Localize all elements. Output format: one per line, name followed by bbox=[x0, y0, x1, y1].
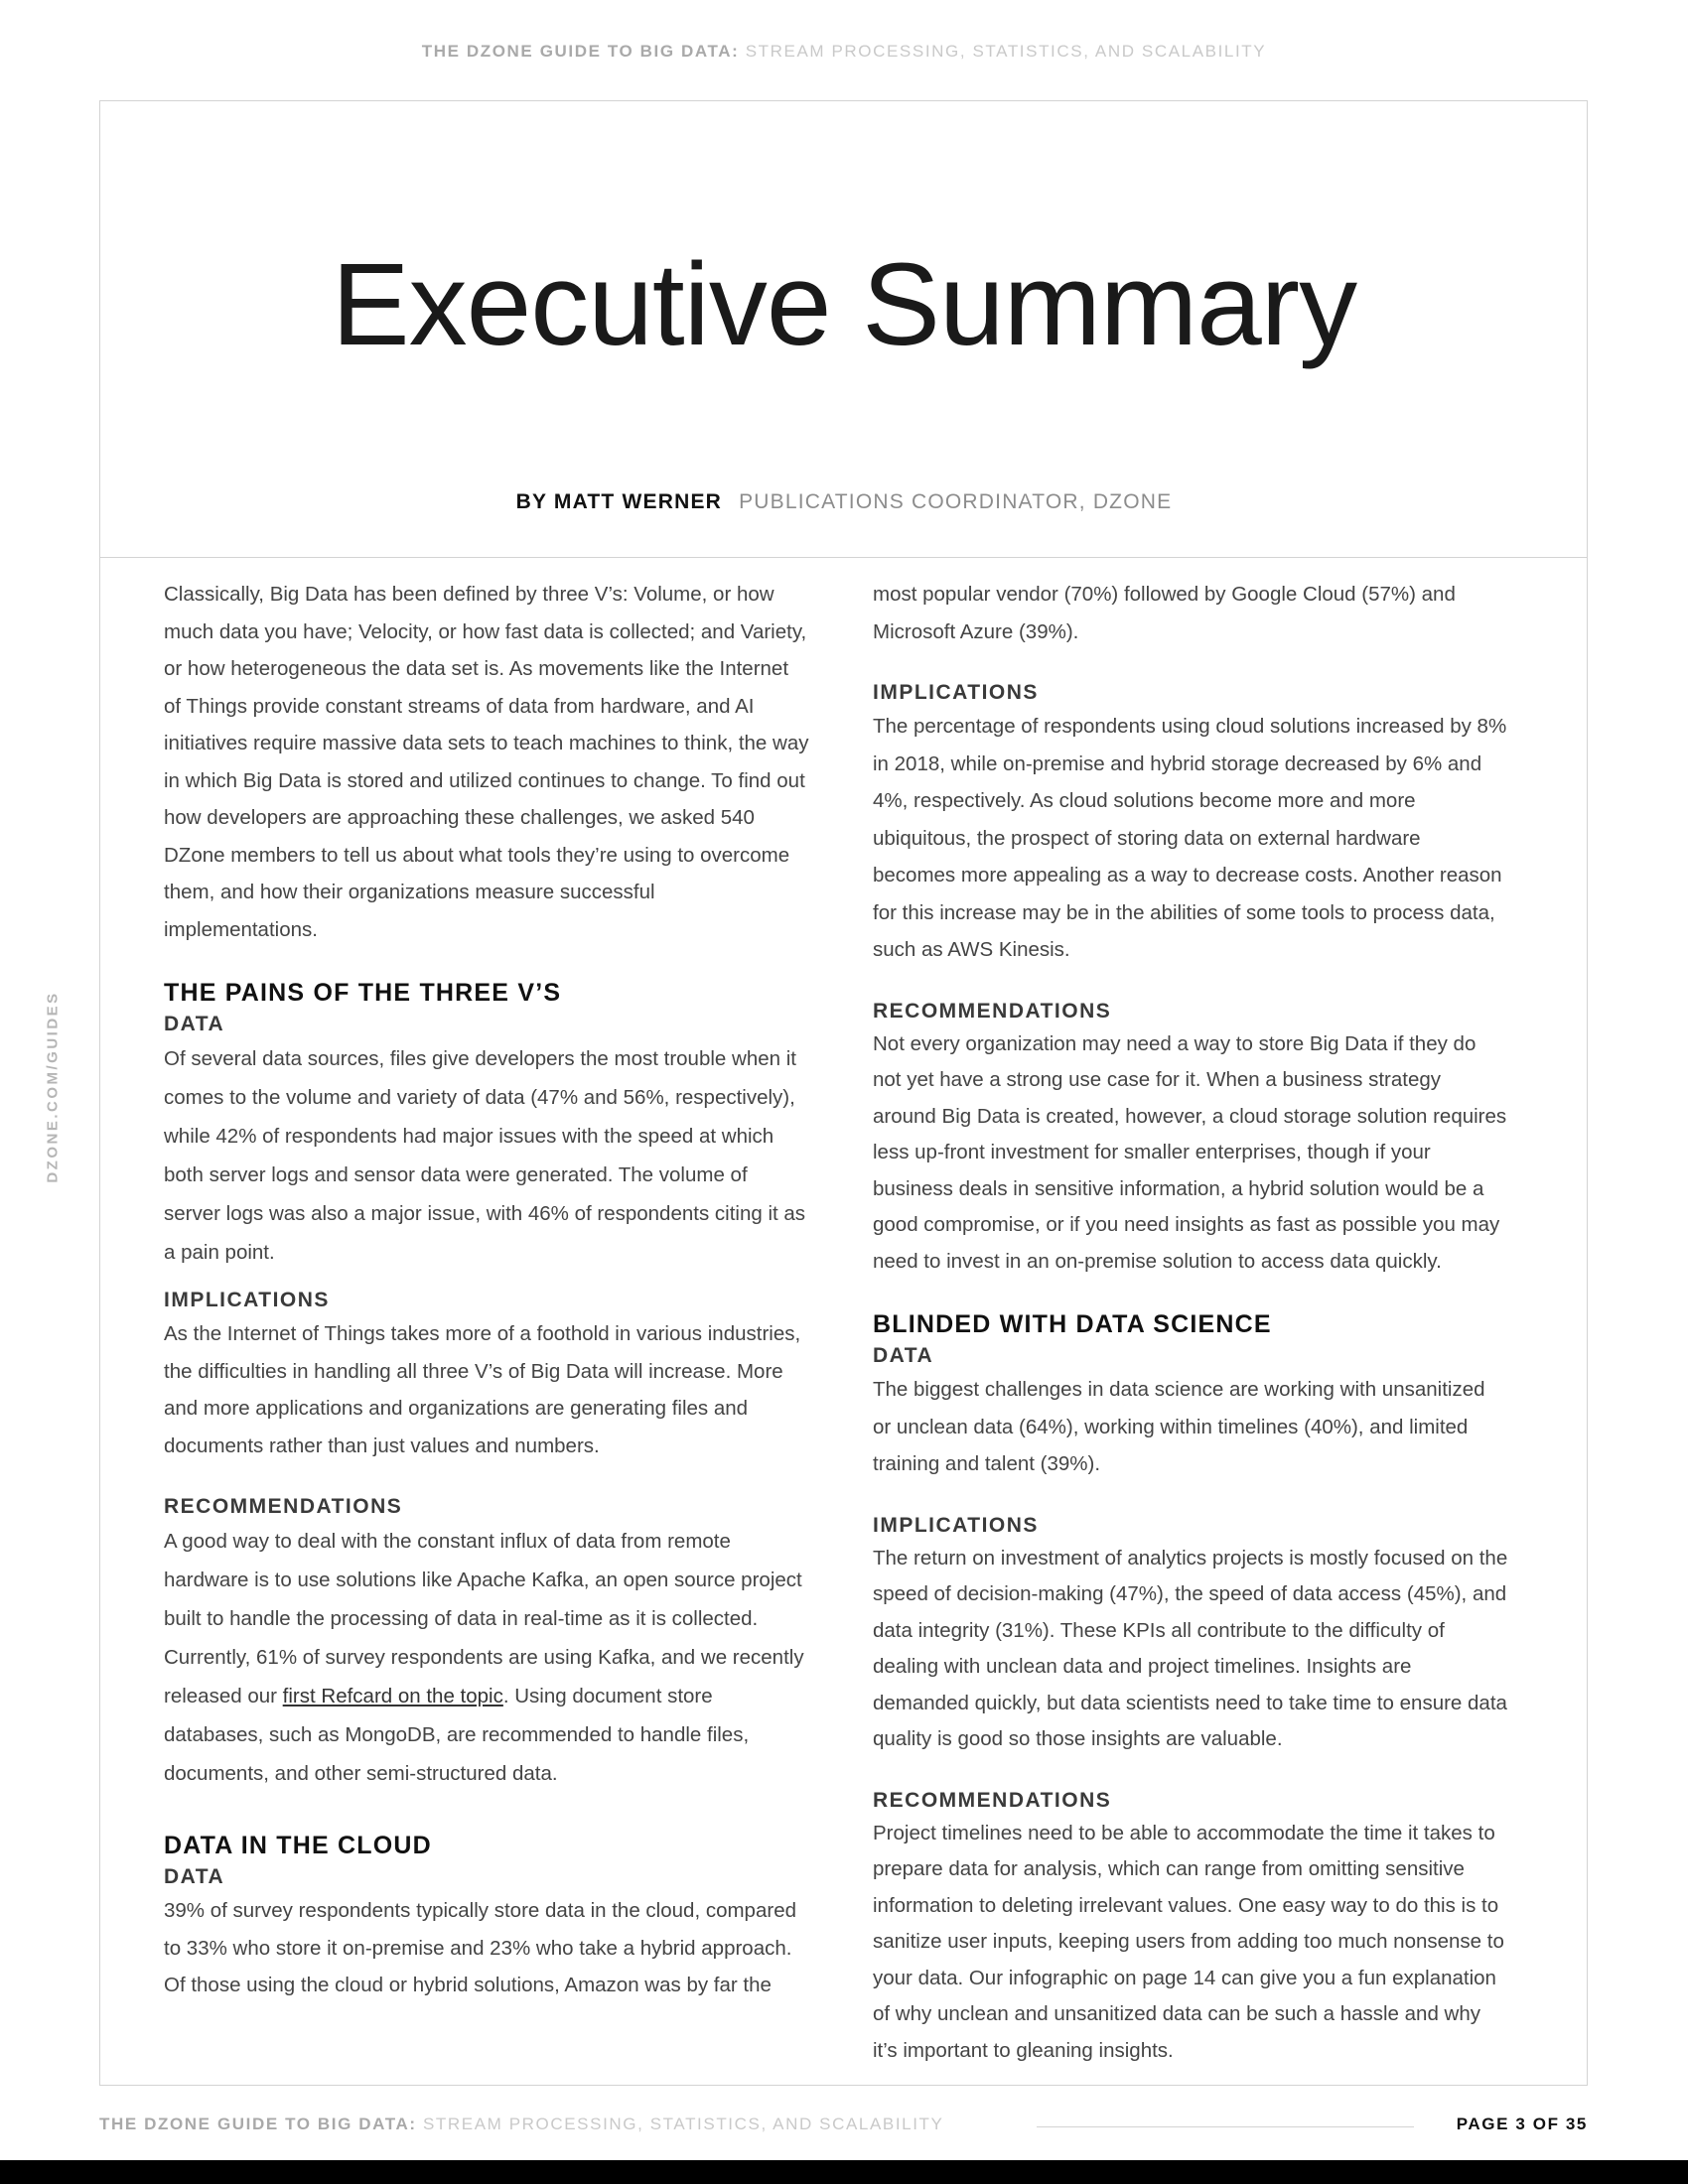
subhead-implications: IMPLICATIONS bbox=[873, 1513, 1039, 1537]
footer-rule bbox=[1037, 2126, 1414, 2127]
section-title-three-vs: THE PAINS OF THE THREE V’S bbox=[164, 979, 562, 1007]
cloud-recommendations-paragraph: Not every organization may need a way to store Big Data if they do not yet have a strong use case for it. When a business strategy around Big Data is created, however, a cloud storage solution requires less up-front investment for smaller enterprises, though if your business deals in sensitive information, a hybrid solution would be a good compromise, or if you need insights as fast as possible you may need to invest in an on-premise solution to access data quickly. bbox=[873, 1031, 1507, 1273]
footer-guide: THE DZONE GUIDE TO BIG DATA: bbox=[99, 2115, 417, 2133]
page-footer bbox=[99, 2115, 1588, 2138]
running-head-guide: THE DZONE GUIDE TO BIG DATA: bbox=[421, 42, 740, 61]
data-science-data-paragraph: The biggest challenges in data science are working with unsanitized or unclean data (64%), working within timelines (40%), and limited training and talent (39%). bbox=[873, 1378, 1485, 1475]
intro-paragraph: Classically, Big Data has been defined by three V’s: Volume, or how much data you have; Velocity, or how fast data is collected; and Variety, or how heterogeneous the data set is. As movements like the Internet of Things provide constant streams of data from hardware, and AI initiatives require massive data sets to teach machines to think, the way in which Big Data is stored and utilized continues to change. To find out how developers are approaching these challenges, we asked 540 DZone members to tell us about what tools they’re using to overcome them, and how their organizations measure successful implementations. bbox=[164, 583, 809, 941]
running-head bbox=[0, 42, 1688, 62]
three-vs-data-paragraph: Of several data sources, files give developers the most trouble when it comes to the volume and variety of data (47% and 56%, respectively), while 42% of respondents had major issues with the speed at which both server logs and sensor data were generated. The volume of server logs was also a major issue, with 46% of respondents citing it as a pain point. bbox=[164, 1047, 806, 1264]
footer-running-title bbox=[99, 2115, 943, 2134]
three-vs-recommendations-paragraph bbox=[164, 1522, 809, 1793]
byline-role: PUBLICATIONS COORDINATOR, DZONE bbox=[739, 490, 1173, 513]
running-head-subtitle: STREAM PROCESSING, STATISTICS, AND SCALABILITY bbox=[745, 42, 1267, 61]
section-title-data-science: BLINDED WITH DATA SCIENCE bbox=[873, 1310, 1272, 1338]
refcard-link[interactable]: first Refcard on the topic bbox=[282, 1685, 503, 1707]
section-title-cloud: DATA IN THE CLOUD bbox=[164, 1832, 432, 1859]
subhead-data: DATA bbox=[164, 1013, 225, 1035]
three-vs-implications-paragraph: As the Internet of Things takes more of a foothold in various industries, the difficulties in handling all three V’s of Big Data will increase. More and more applications and organizations are generating files and documents rather than just values and numbers. bbox=[164, 1322, 801, 1457]
bottom-black-band bbox=[0, 2160, 1688, 2184]
side-url-label: DZONE.COM/GUIDES bbox=[44, 991, 62, 1183]
left-column bbox=[164, 576, 809, 2004]
subhead-data: DATA bbox=[164, 1865, 225, 1888]
cloud-data-continued: most popular vendor (70%) followed by Google Cloud (57%) and Microsoft Azure (39%). bbox=[873, 583, 1456, 643]
byline bbox=[0, 490, 1688, 514]
byline-author: BY MATT WERNER bbox=[515, 490, 723, 513]
subhead-recommendations: RECOMMENDATIONS bbox=[873, 999, 1112, 1023]
title-divider bbox=[100, 557, 1587, 558]
rec-text-after-link: . Using document store databases, such as MongoDB, are recommended to handle files, documents, and other semi-structured data. bbox=[164, 1685, 750, 1785]
subhead-implications: IMPLICATIONS bbox=[873, 681, 1039, 704]
cloud-implications-paragraph: The percentage of respondents using cloud solutions increased by 8% in 2018, while on-premise and hybrid storage decreased by 6% and 4%, respectively. As cloud solutions become more and more ubiquitous, the prospect of storing data on external hardware becomes more appealing as a way to decrease costs. Another reason for this increase may be in the abilities of some tools to process data, such as AWS Kinesis. bbox=[873, 715, 1507, 961]
data-science-implications-paragraph: The return on investment of analytics projects is mostly focused on the speed of decision-making (47%), the speed of data access (45%), and data integrity (31%). These KPIs all contribute to the difficulty of dealing with unclean data and project timelines. Insights are demanded quickly, but data scientists need to take time to ensure data quality is good so those insights are valuable. bbox=[873, 1546, 1508, 1750]
data-science-recommendations-paragraph: Project timelines need to be able to accommodate the time it takes to prepare data for analysis, which can range from omitting sensitive information to deleting irrelevant values. One easy way to do this is to sanitize user inputs, keeping users from adding too much nonsense to your data. Our infographic on page 14 can give you a fun explanation of why unclean and unsanitized data can be such a hassle and why it’s important to gleaning insights. bbox=[873, 1821, 1504, 2062]
subhead-data: DATA bbox=[873, 1344, 934, 1367]
page-title: Executive Summary bbox=[331, 239, 1357, 370]
subhead-recommendations: RECOMMENDATIONS bbox=[873, 1788, 1112, 1812]
page-number: PAGE 3 OF 35 bbox=[1456, 2115, 1588, 2133]
rec-text-before-link: A good way to deal with the constant influx of data from remote hardware is to use solutions like Apache Kafka, an open source project built to handle the processing of data in real-time as it is collected. Currently, 61% of survey respondents are using Kafka, and we recently released our bbox=[164, 1530, 804, 1707]
right-column bbox=[873, 576, 1508, 2069]
cloud-data-paragraph: 39% of survey respondents typically store data in the cloud, compared to 33% who store it on-premise and 23% who take a hybrid approach. Of those using the cloud or hybrid solutions, Amazon was by far the bbox=[164, 1899, 796, 1996]
subhead-implications: IMPLICATIONS bbox=[164, 1289, 330, 1311]
subhead-recommendations: RECOMMENDATIONS bbox=[164, 1495, 403, 1518]
footer-subtitle: STREAM PROCESSING, STATISTICS, AND SCALABILITY bbox=[422, 2115, 944, 2133]
